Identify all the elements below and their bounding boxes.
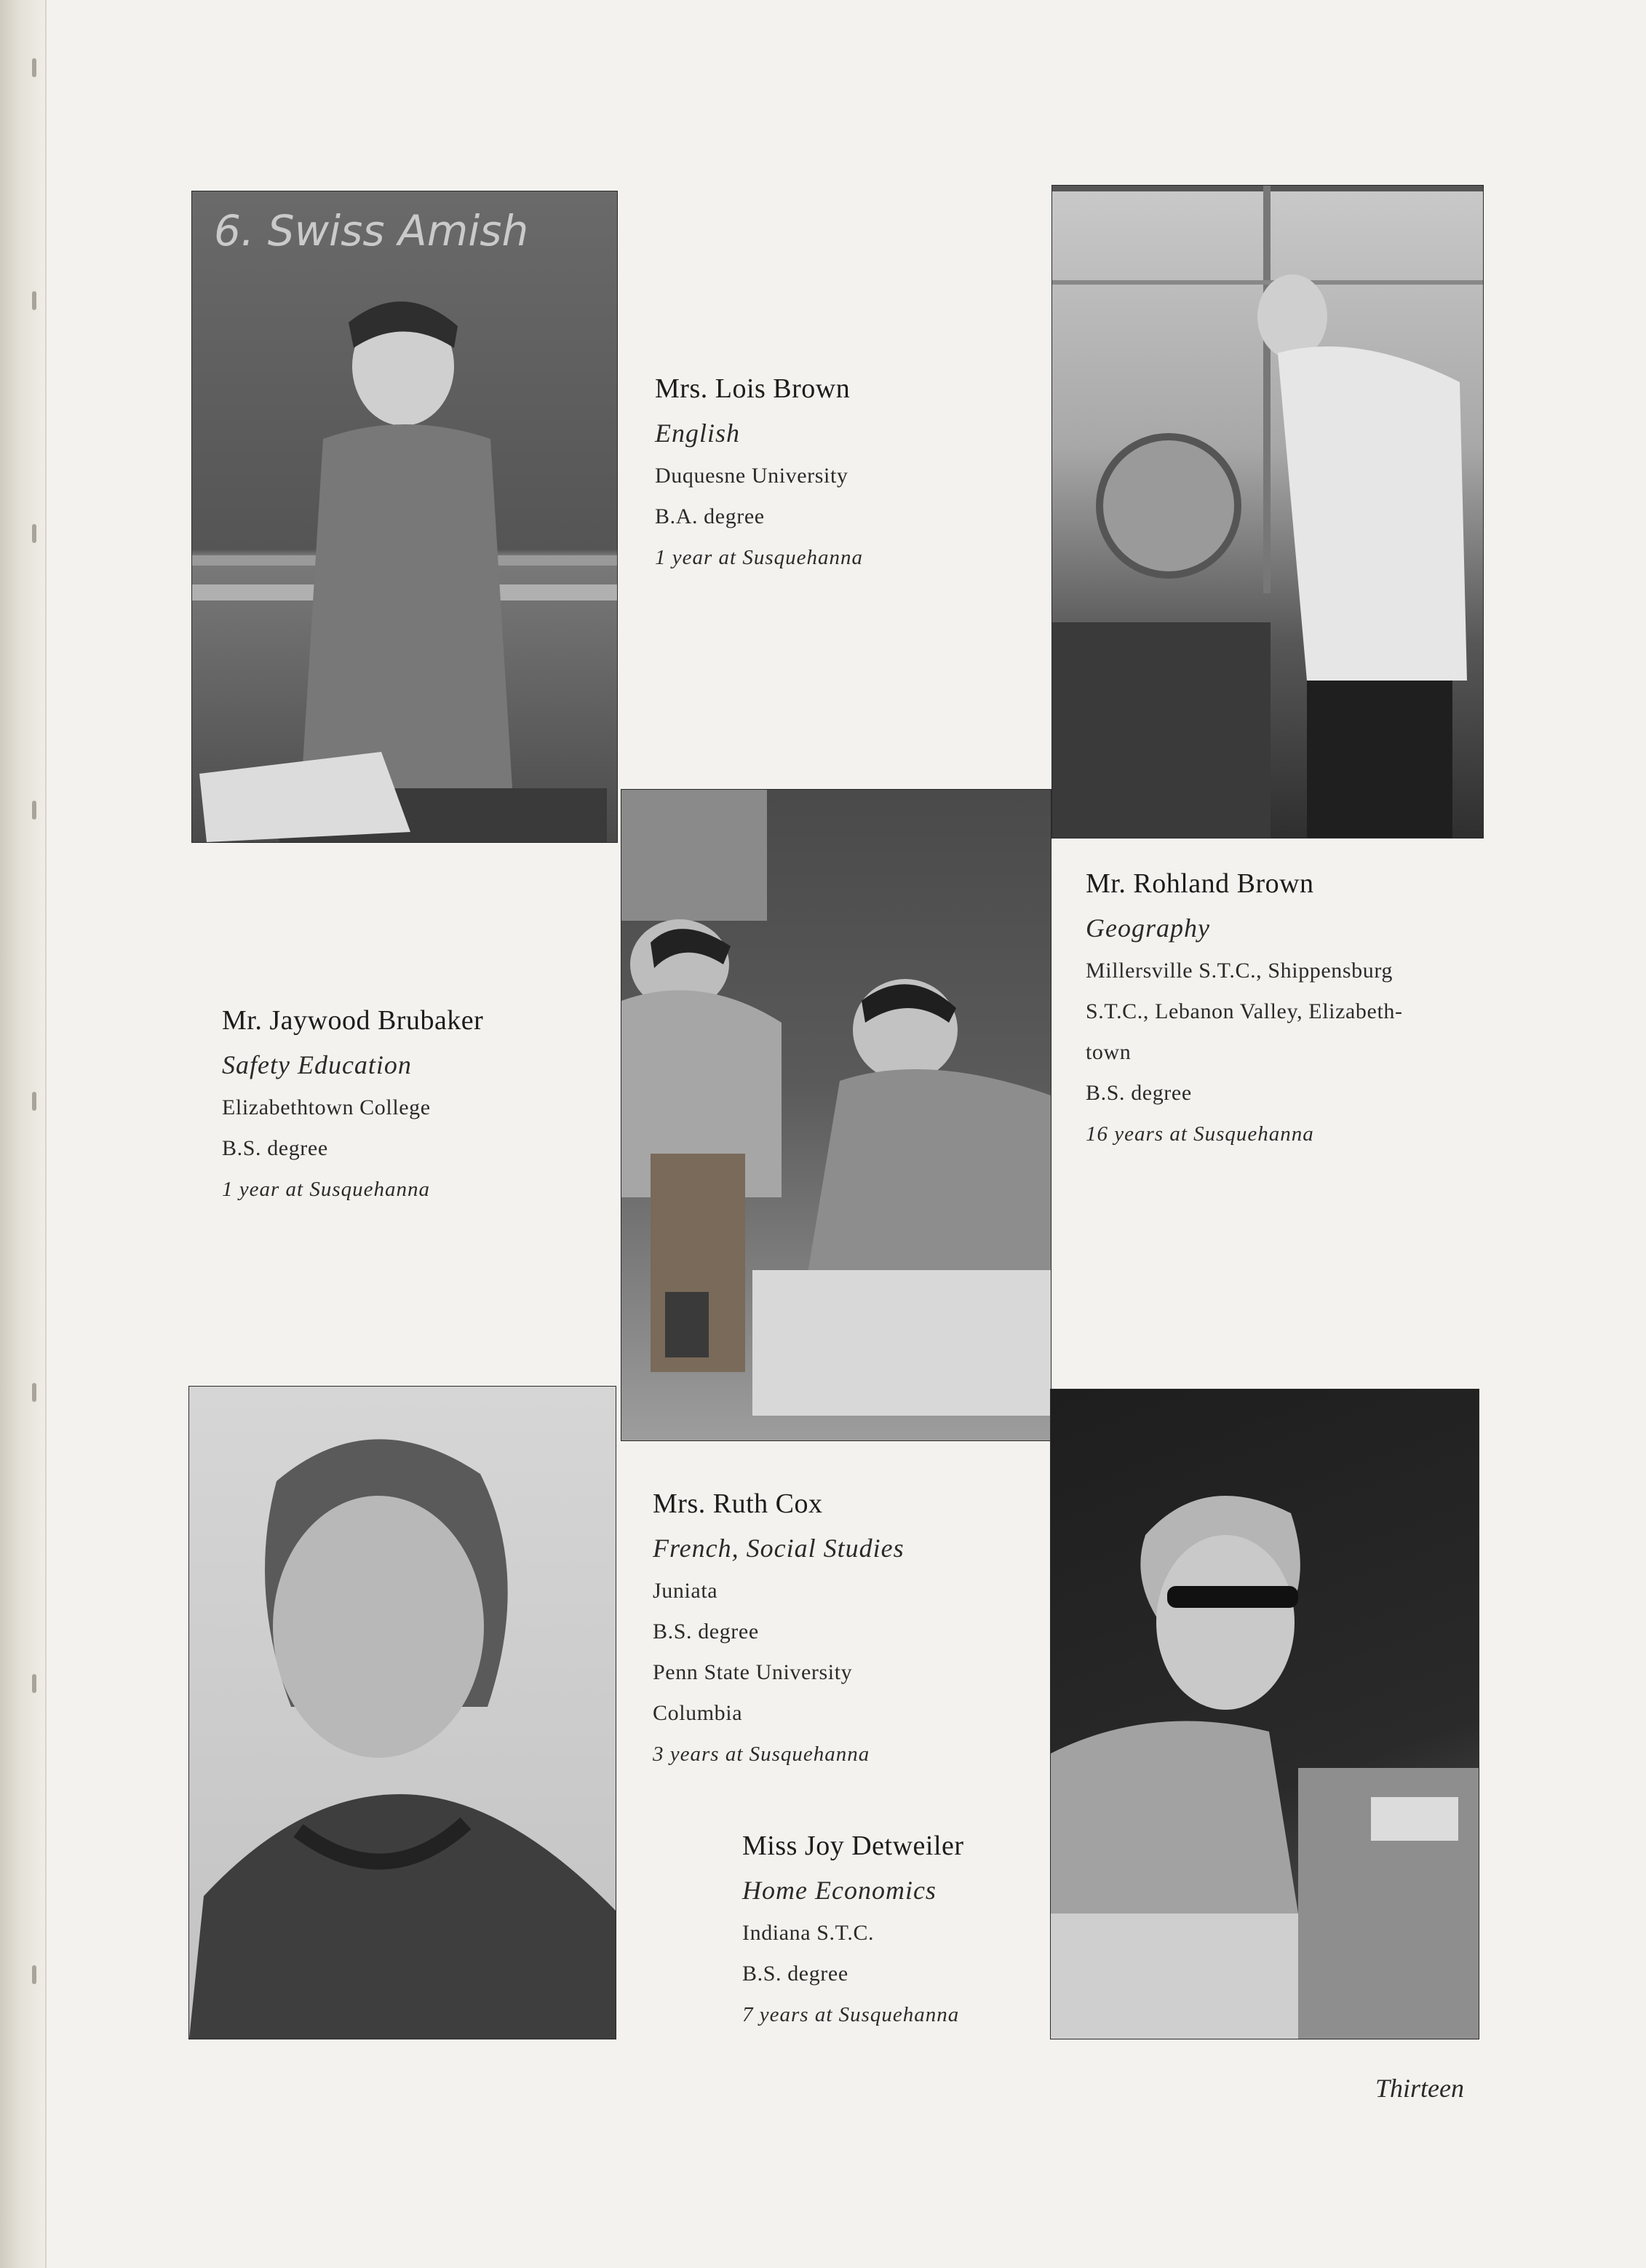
faculty-detail: Duquesne University bbox=[655, 464, 848, 488]
binding-stitch bbox=[32, 1092, 36, 1111]
faculty-entry-rohland-brown bbox=[1086, 868, 1493, 1154]
faculty-years: 16 years at Susquehanna bbox=[1086, 1122, 1314, 1146]
faculty-name: Miss Joy Detweiler bbox=[742, 1831, 964, 1861]
faculty-detail: B.S. degree bbox=[1086, 1081, 1192, 1105]
faculty-name: Mrs. Lois Brown bbox=[655, 373, 851, 404]
faculty-years: 3 years at Susquehanna bbox=[653, 1742, 870, 1766]
faculty-subject: Home Economics bbox=[742, 1876, 937, 1905]
photo-rohland-brown-figure bbox=[1052, 186, 1483, 838]
faculty-years: 1 year at Susquehanna bbox=[222, 1178, 430, 1201]
page-number: Thirteen bbox=[1375, 2074, 1464, 2103]
faculty-name: Mrs. Ruth Cox bbox=[653, 1488, 823, 1519]
binding-stitch bbox=[32, 1674, 36, 1693]
faculty-years: 7 years at Susquehanna bbox=[742, 2003, 960, 2026]
faculty-subject: French, Social Studies bbox=[653, 1534, 904, 1563]
binding-stitch bbox=[32, 1965, 36, 1984]
faculty-detail: Penn State University bbox=[653, 1660, 853, 1684]
faculty-name: Mr. Jaywood Brubaker bbox=[222, 1005, 484, 1036]
faculty-subject: English bbox=[655, 419, 741, 448]
binding-stitch bbox=[32, 291, 36, 310]
binding-stitch bbox=[32, 1383, 36, 1402]
photo-lois-brown bbox=[191, 191, 618, 843]
photo-joy-detweiler bbox=[1050, 1389, 1479, 2039]
faculty-detail: B.A. degree bbox=[655, 504, 765, 528]
faculty-detail: B.S. degree bbox=[742, 1962, 848, 1986]
chalkboard-writing: 6. Swiss Amish bbox=[214, 206, 529, 255]
faculty-detail: Millersville S.T.C., Shippensburg bbox=[1086, 959, 1393, 983]
binding-stitch bbox=[32, 524, 36, 543]
photo-jaywood-brubaker bbox=[621, 789, 1051, 1441]
faculty-detail: B.S. degree bbox=[653, 1619, 759, 1643]
photo-ruth-cox bbox=[188, 1386, 616, 2039]
faculty-detail: Indiana S.T.C. bbox=[742, 1921, 875, 1945]
book-binding bbox=[0, 0, 47, 2268]
faculty-detail: Elizabethtown College bbox=[222, 1095, 431, 1119]
photo-ruth-cox-figure bbox=[189, 1387, 616, 2039]
faculty-entry-ruth-cox bbox=[653, 1488, 1046, 1775]
photo-joy-detweiler-figure bbox=[1051, 1389, 1479, 2039]
photo-rohland-brown bbox=[1051, 185, 1484, 838]
faculty-entry-jaywood-brubaker bbox=[222, 1004, 615, 1210]
faculty-subject: Geography bbox=[1086, 913, 1210, 943]
faculty-detail: town bbox=[1086, 1040, 1132, 1064]
faculty-years: 1 year at Susquehanna bbox=[655, 546, 863, 569]
faculty-name: Mr. Rohland Brown bbox=[1086, 868, 1314, 899]
photo-jaywood-brubaker-figure bbox=[621, 790, 1051, 1440]
faculty-detail: B.S. degree bbox=[222, 1136, 328, 1160]
faculty-detail: S.T.C., Lebanon Valley, Elizabeth- bbox=[1086, 999, 1403, 1023]
faculty-subject: Safety Education bbox=[222, 1050, 412, 1079]
faculty-detail: Juniata bbox=[653, 1579, 718, 1603]
faculty-detail: Columbia bbox=[653, 1701, 743, 1725]
faculty-entry-lois-brown bbox=[655, 373, 1033, 578]
faculty-entry-joy-detweiler bbox=[742, 1830, 1048, 2035]
photo-lois-brown-figure bbox=[192, 191, 617, 842]
binding-stitch bbox=[32, 58, 36, 77]
binding-stitch bbox=[32, 801, 36, 820]
